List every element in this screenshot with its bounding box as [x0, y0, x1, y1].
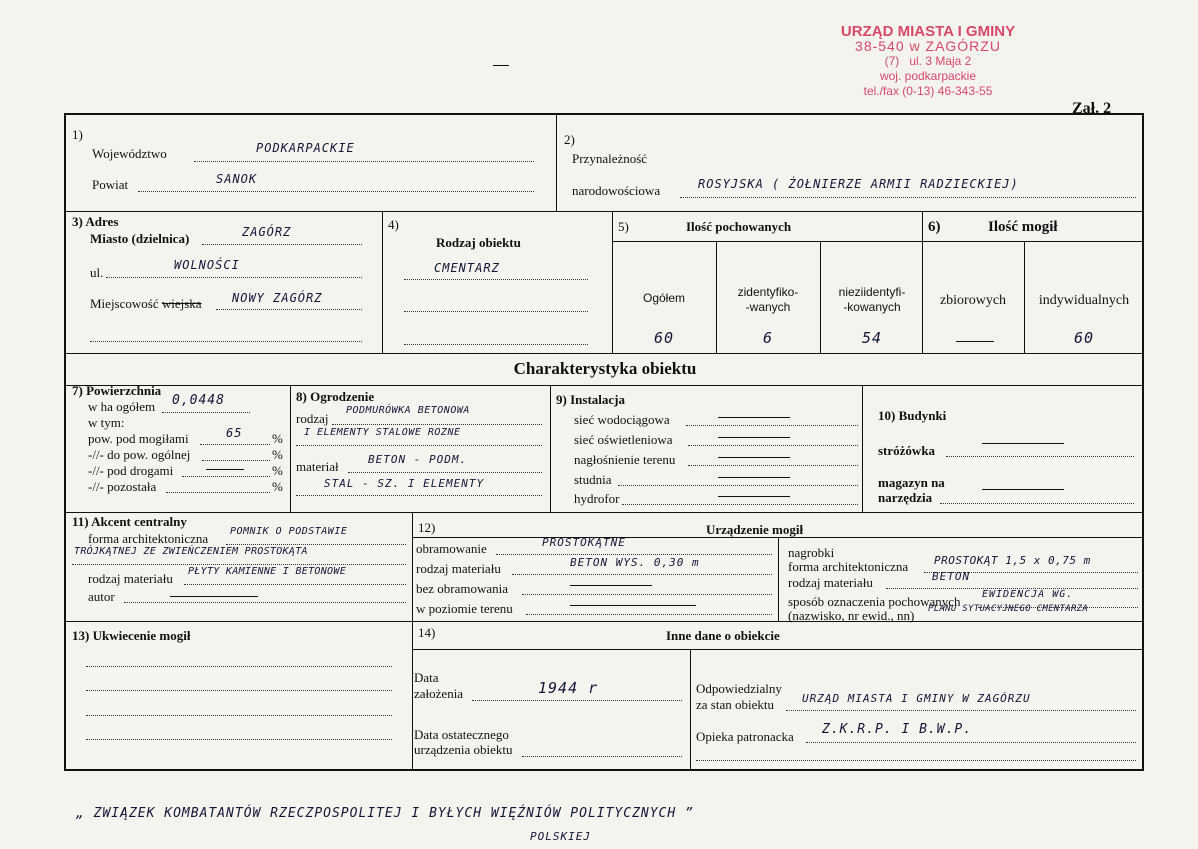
adres-label: Adres	[85, 214, 119, 229]
section-1-num: 1)	[72, 127, 83, 142]
section-10-num: 10)	[878, 408, 896, 423]
ogrodzenie-material-label: materiał	[296, 459, 339, 474]
miejscowosc-struck: wiejska	[161, 296, 202, 311]
cemetery-form	[64, 113, 1144, 771]
data-label-1: Data	[414, 670, 439, 685]
budynki-label: Budynki	[898, 408, 947, 423]
section-3-num: 3)	[72, 214, 83, 229]
pozostala-label: -//- pozostała	[88, 479, 157, 494]
stamp-line-2: 38-540 w ZAGÓRZU	[855, 38, 1001, 54]
stray-mark	[493, 65, 509, 66]
data-label-2: założenia	[414, 686, 464, 701]
opieka-value: Z.K.R.P. I B.W.P.	[822, 722, 973, 737]
pod-drogami-label: -//- pod drogami	[88, 463, 174, 478]
indywidualnych-value: 60	[1073, 329, 1095, 347]
naglosnienie-label: nagłośnienie terenu	[574, 452, 676, 467]
opieka-label: Opieka patronacka	[696, 729, 794, 744]
studnia-dash	[718, 477, 790, 478]
wodociagowa-dash	[718, 417, 790, 418]
footer-line-1: „ ZWIĄZEK KOMBATANTÓW RZECZPOSPOLITEJ I BYŁYCH WIĘŹNIÓW POLITYCZNYCH ”	[76, 806, 694, 821]
section-6-num: 6)	[928, 219, 941, 235]
ogrodzenie-rodzaj-value-2: I ELEMENTY STALOWE ROZNE	[304, 427, 461, 438]
pct-3: %	[272, 463, 283, 478]
ogrodzenie-label: Ogrodzenie	[310, 389, 375, 404]
ostatecznego-label-2: urządzenia obiektu	[414, 742, 513, 757]
akcent-autor-label: autor	[88, 589, 115, 604]
nazwisko-value: PLANU SYTUACYJNEGO CMENTARZA	[928, 604, 1089, 614]
obramowanie-rodzaj-label: rodzaj materiału	[416, 561, 501, 576]
zidentyfikowanych-label: zidentyfiko- -wanych	[737, 285, 799, 314]
zidentyfikowanych-value: 6	[762, 329, 774, 347]
autor-dash	[170, 596, 258, 597]
stamp-line-5: tel./fax (0-13) 46-343-55	[863, 84, 993, 98]
pod-mogilami-label: pow. pod mogiłami	[88, 431, 189, 446]
sposob-label: sposób oznaczenia pochowanych	[788, 594, 961, 609]
nagrobki-rodzaj-value: BETON	[932, 570, 971, 583]
hydrofor-label: hydrofor	[574, 491, 620, 506]
sposob-value: EWIDENCJA WG.	[982, 589, 1074, 600]
nazwisko-label: (nazwisko, nr ewid., nn)	[788, 608, 915, 623]
ogrodzenie-material-value-2: STAL - SZ. I ELEMENTY	[324, 477, 485, 490]
wodociagowa-label: sieć wodociągowa	[574, 412, 670, 427]
pod-drogami-dash	[206, 469, 244, 470]
urzadzenie-mogil-label: Urządzenie mogił	[706, 522, 804, 537]
nagrobki-rodzaj-label: rodzaj materiału	[788, 575, 873, 590]
ogrodzenie-rodzaj-value: PODMURÓWKA BETONOWA	[346, 405, 470, 416]
obramowanie-label: obramowanie	[416, 541, 487, 556]
nagrobki-label: nagrobki	[788, 545, 835, 560]
indywidualnych-label: indywidualnych	[1038, 293, 1130, 308]
ogolem-value: 60	[653, 329, 675, 347]
miejscowosc-label: Miejscowość	[90, 296, 159, 311]
section-5-num: 5)	[618, 219, 629, 234]
ukwiecenie-label: Ukwiecenie mogił	[92, 628, 191, 643]
odpowiedzialny-label-2: za stan obiektu	[696, 697, 774, 712]
section-8-num: 8)	[296, 389, 307, 404]
hydrofor-dash	[718, 496, 790, 497]
miejscowosc-value: NOWY ZAGÓRZ	[232, 291, 323, 305]
ul-label: ul.	[90, 265, 104, 280]
rodzaj-obiektu-label: Rodzaj obiektu	[436, 235, 521, 250]
instalacja-label: Instalacja	[570, 392, 625, 407]
obramowanie-value: PROSTOKĄTNE	[542, 536, 626, 549]
pct-2: %	[272, 447, 283, 462]
section-11-num: 11)	[72, 514, 89, 529]
powiat-label: Powiat	[92, 177, 129, 192]
akcent-forma-label: forma architektoniczna	[88, 531, 209, 546]
bez-obramowania-label: bez obramowania	[416, 581, 509, 596]
studnia-label: studnia	[574, 472, 612, 487]
nationality-value: ROSYJSKA ( ŻOŁNIERZE ARMII RADZIECKIEJ)	[698, 177, 1019, 191]
section-14-num: 14)	[418, 625, 436, 640]
w-poziomie-dash	[570, 605, 696, 606]
powiat-value: SANOK	[216, 172, 258, 186]
ogolem-ha-label: w ha ogółem	[88, 399, 156, 414]
nieziidentyfikowanych-value: 54	[861, 329, 883, 347]
ogrodzenie-rodzaj-label: rodzaj	[296, 411, 329, 426]
odpowiedzialny-value: URZĄD MIASTA I GMINY W ZAGÓRZU	[802, 692, 1031, 705]
akcent-centralny-label: Akcent centralny	[91, 514, 187, 529]
magazyn-label-1: magazyn na	[878, 475, 945, 490]
oswietleniowa-label: sieć oświetleniowa	[574, 432, 673, 447]
magazyn-label-2: narzędzia	[878, 490, 933, 505]
miasto-value: ZAGÓRZ	[242, 225, 292, 239]
ilosc-mogil-label: Ilość mogił	[988, 219, 1058, 235]
section-4-num: 4)	[388, 217, 399, 232]
akcent-rodzaj-label: rodzaj materiału	[88, 571, 173, 586]
narodowosciowa-label: narodowościowa	[572, 183, 661, 198]
section-13-num: 13)	[72, 628, 90, 643]
zbiorowych-label: zbiorowych	[939, 293, 1007, 308]
section-9-num: 9)	[556, 392, 567, 407]
nieziidentyfikowanych-label: nieziidentyfi- -kowanych	[838, 285, 906, 314]
data-zalozenia-value: 1944 r	[538, 679, 599, 697]
section-2-num: 2)	[564, 132, 575, 147]
obramowanie-rodzaj-value: BETON WYS. 0,30 m	[570, 556, 700, 569]
powierzchnia-label: Powierzchnia	[86, 383, 162, 398]
akcent-forma-value-2: TRÓJKĄTNEJ ZE ZWIEŃCZENIEM PROSTOKĄTA	[74, 546, 308, 557]
miasto-label: Miasto (dzielnica)	[90, 231, 190, 246]
section-7-num: 7)	[72, 383, 83, 398]
section-12-num: 12)	[418, 520, 436, 535]
wojewodztwo-value: PODKARPACKIE	[256, 141, 355, 155]
w-tym-label: w tym:	[88, 415, 125, 430]
akcent-forma-value: POMNIK O PODSTAWIE	[230, 526, 348, 537]
strozowka-dash	[982, 443, 1064, 444]
pod-mogilami-value: 65	[226, 426, 243, 440]
charakterystyka-title: Charakterystyka obiektu	[513, 359, 697, 378]
stamp-line-3: ul. 3 Maja 2	[909, 54, 972, 68]
ostatecznego-label-1: Data ostatecznego	[414, 727, 509, 742]
przynaleznosc-label: Przynależność	[572, 151, 648, 166]
attachment-label: Zał. 2	[1072, 100, 1112, 117]
zbiorowych-dash	[956, 341, 994, 342]
ogolem-label: Ogółem	[642, 291, 686, 305]
akcent-rodzaj-value: PŁYTY KAMIENNE I BETONOWE	[188, 566, 347, 577]
w-poziomie-label: w poziomie terenu	[416, 601, 513, 616]
pct-1: %	[272, 431, 283, 446]
stamp-prefix: (7)	[884, 54, 900, 68]
ul-value: WOLNOŚCI	[174, 258, 240, 272]
footer-line-2: POLSKIEJ	[530, 830, 591, 843]
ogrodzenie-material-value: BETON - PODM.	[368, 453, 468, 466]
ilosc-pochowanych-label: Ilość pochowanych	[686, 219, 792, 234]
inne-dane-label: Inne dane o obiekcie	[666, 628, 780, 643]
bez-obramowania-dash	[570, 585, 652, 586]
pct-4: %	[272, 479, 283, 494]
strozowka-label: stróżówka	[878, 443, 936, 458]
ogolem-ha-value: 0,0448	[172, 393, 225, 408]
pow-ogolnej-label: -//- do pow. ogólnej	[88, 447, 191, 462]
naglosnienie-dash	[718, 457, 790, 458]
nagrobki-forma-label: forma architektoniczna	[788, 559, 909, 574]
stamp-line-1: URZĄD MIASTA I GMINY	[840, 23, 1016, 40]
odpowiedzialny-label-1: Odpowiedzialny	[696, 681, 782, 696]
oswietleniowa-dash	[718, 437, 790, 438]
nagrobki-forma-value: PROSTOKĄT 1,5 x 0,75 m	[934, 554, 1091, 567]
stamp-line-4: woj. podkarpackie	[879, 69, 977, 83]
rodzaj-obiektu-value: CMENTARZ	[434, 261, 500, 275]
wojewodztwo-label: Województwo	[92, 146, 167, 161]
magazyn-dash	[982, 489, 1064, 490]
office-stamp	[818, 24, 1038, 99]
